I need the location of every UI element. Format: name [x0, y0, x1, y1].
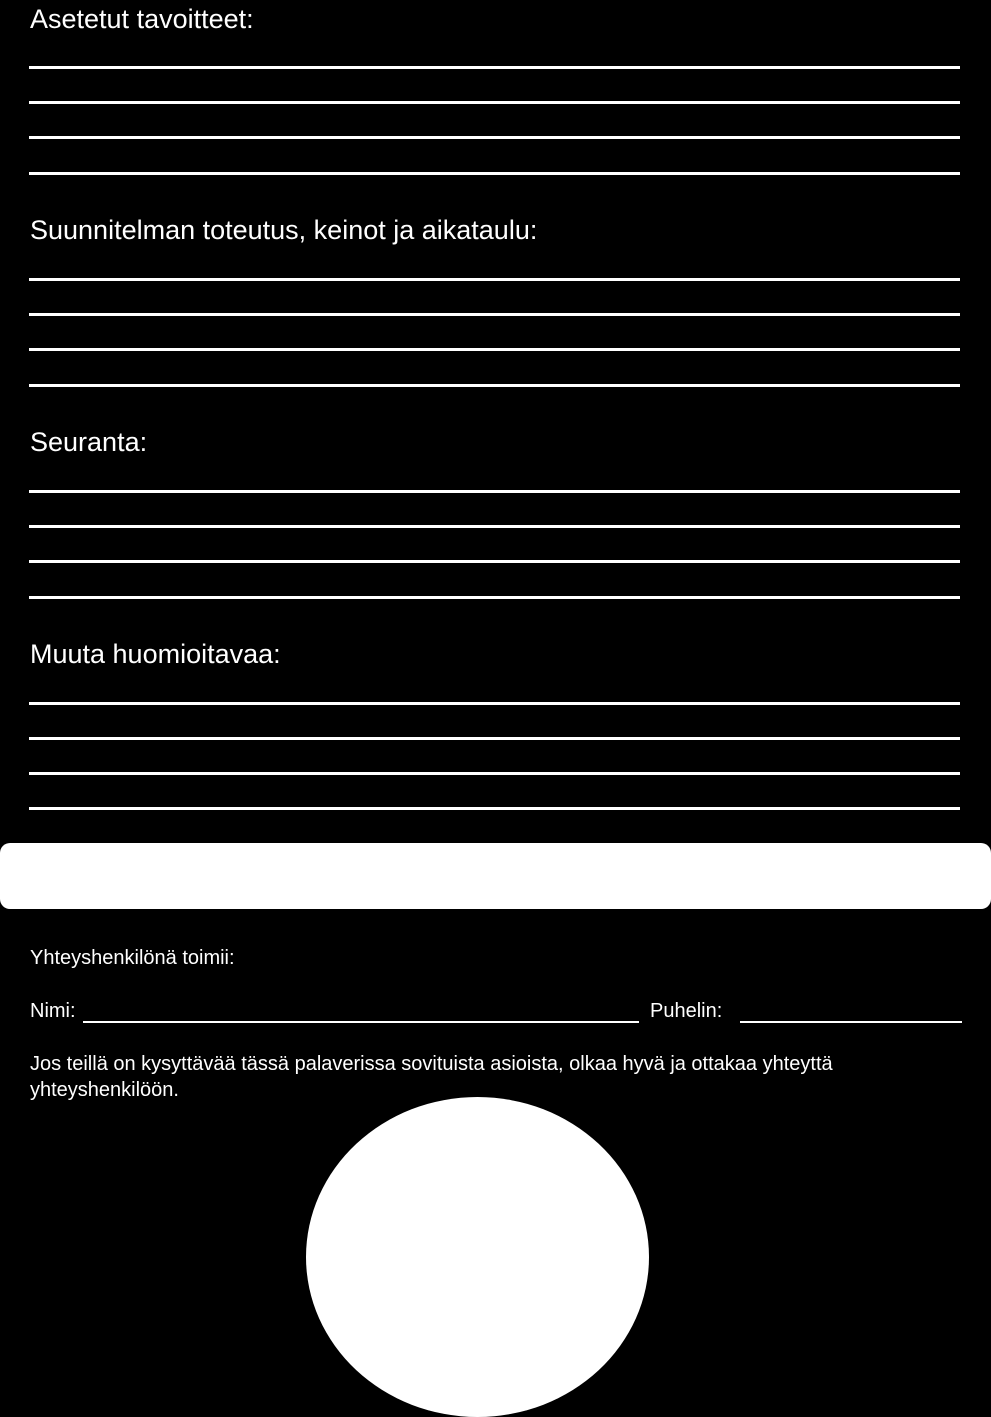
- name-field[interactable]: [83, 1021, 639, 1023]
- circle-emblem: [306, 1097, 649, 1417]
- section-title-followup: Seuranta:: [30, 427, 148, 457]
- goals-write-line[interactable]: [29, 66, 960, 69]
- implementation-write-line[interactable]: [29, 384, 960, 387]
- followup-write-line[interactable]: [29, 490, 960, 493]
- other-notes-write-line[interactable]: [29, 702, 960, 705]
- implementation-write-line[interactable]: [29, 278, 960, 281]
- followup-write-line[interactable]: [29, 596, 960, 599]
- section-title-other-notes: Muuta huomioitavaa:: [30, 639, 281, 669]
- followup-write-line[interactable]: [29, 525, 960, 528]
- followup-write-line[interactable]: [29, 560, 960, 563]
- section-title-goals: Asetetut tavoitteet:: [30, 4, 254, 34]
- contact-heading: Yhteyshenkilönä toimii:: [30, 947, 235, 969]
- name-label: Nimi:: [30, 1000, 76, 1022]
- contact-note: Jos teillä on kysyttävää tässä palaverissa sovituista asioista, olkaa hyvä ja ottakaa yhteyttä yhteyshenkilöön.: [30, 1053, 833, 1101]
- goals-write-line[interactable]: [29, 101, 960, 104]
- phone-field[interactable]: [740, 1021, 962, 1023]
- implementation-write-line[interactable]: [29, 348, 960, 351]
- divider-band: [0, 843, 991, 909]
- section-title-implementation: Suunnitelman toteutus, keinot ja aikataulu:: [30, 215, 538, 245]
- goals-write-line[interactable]: [29, 136, 960, 139]
- other-notes-write-line[interactable]: [29, 737, 960, 740]
- other-notes-write-line[interactable]: [29, 772, 960, 775]
- implementation-write-line[interactable]: [29, 313, 960, 316]
- other-notes-write-line[interactable]: [29, 807, 960, 810]
- phone-label: Puhelin:: [650, 1000, 723, 1022]
- goals-write-line[interactable]: [29, 172, 960, 175]
